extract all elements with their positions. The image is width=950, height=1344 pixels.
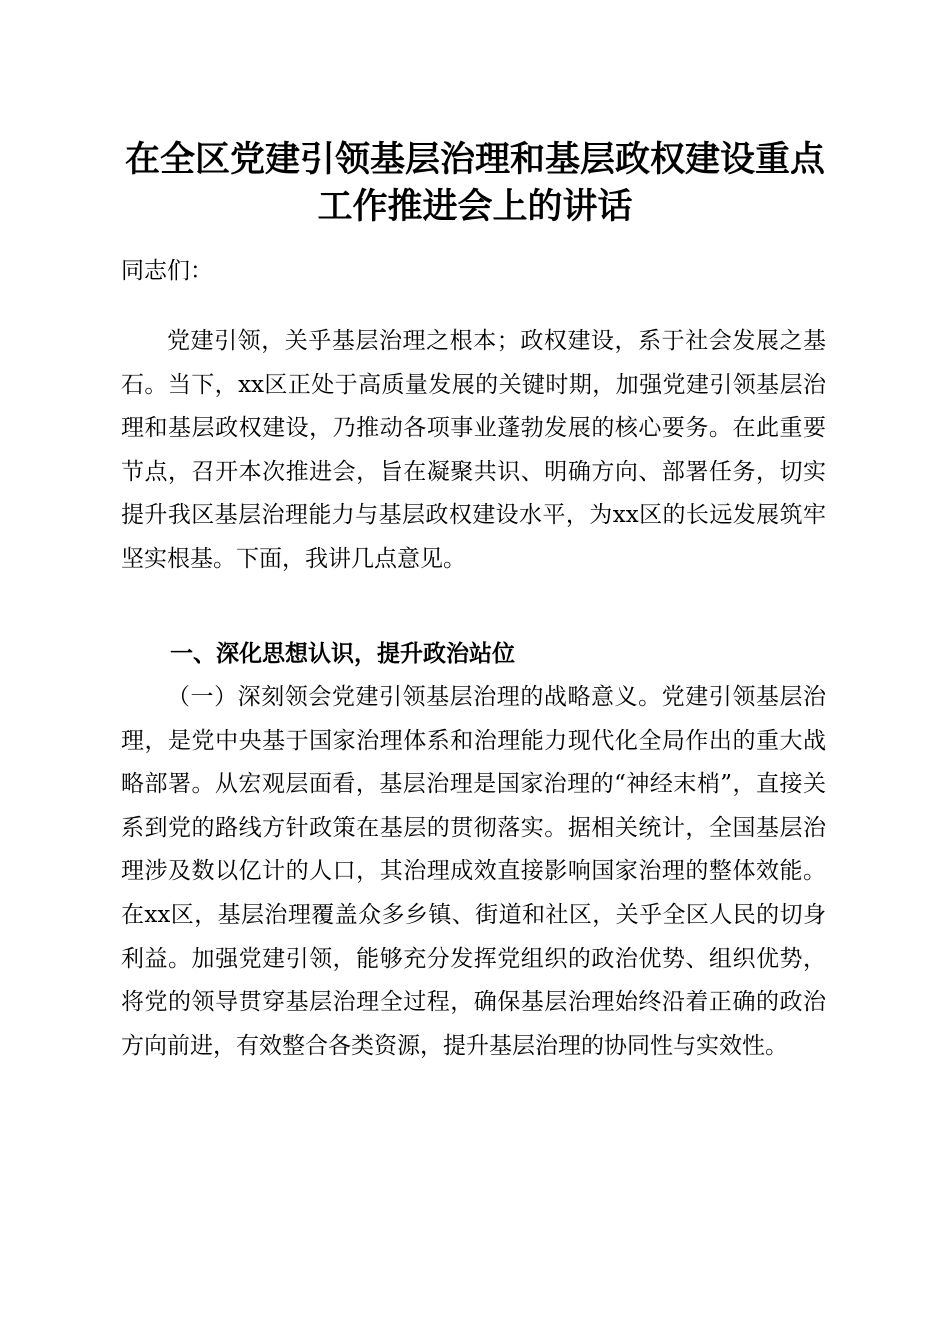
document-title-line-1: 在全区党建引领基层治理和基层政权建设重点 <box>124 139 825 180</box>
section-heading-1: 一、深化思想认识，提升政治站位 <box>170 641 515 667</box>
subsection-body-1: 党建引领基层治理，是党中央基于国家治理体系和治理能力现代化全局作出的重大战略部署。从宏观层面看，基层治理是国家治理的“神经末梢”，直接关系到党的路线方针政策在基层的贯彻落实。据相关统计，全国基层治理涉及数以亿计的人口，其治理成效直接影响国家治理的整体效能。在xx区，基层治理覆盖众多乡镇、街道和社区，关乎全区人民的切身利益。加强党建引领，能够充分发挥党组织的政治优势、组织优势，将党的领导贯穿基层治理全过程，确保基层治理始终沿着正确的政治方向前进，有效整合各类资源，提升基层治理的协同性与实效性。 <box>121 684 827 1059</box>
document-title-line-2: 工作推进会上的讲话 <box>317 186 633 227</box>
opening-paragraph: 党建引领，关乎基层治理之根本；政权建设，系于社会发展之基石。当下，xx区正处于高质量发展的关键时期，加强党建引领基层治理和基层政权建设，乃推动各项事业蓬勃发展的核心要务。在此重要节点，召开本次推进会，旨在凝聚共识、明确方向、部署任务，切实提升我区基层治理能力与基层政权建设水平，为xx区的长远发展筑牢坚实根基。下面，我讲几点意见。 <box>121 328 826 572</box>
subsection-heading-1: （一）深刻领会党建引领基层治理的战略意义。 <box>167 684 662 710</box>
salutation: 同志们： <box>121 258 213 284</box>
subsection-paragraph-1 <box>121 676 826 1068</box>
